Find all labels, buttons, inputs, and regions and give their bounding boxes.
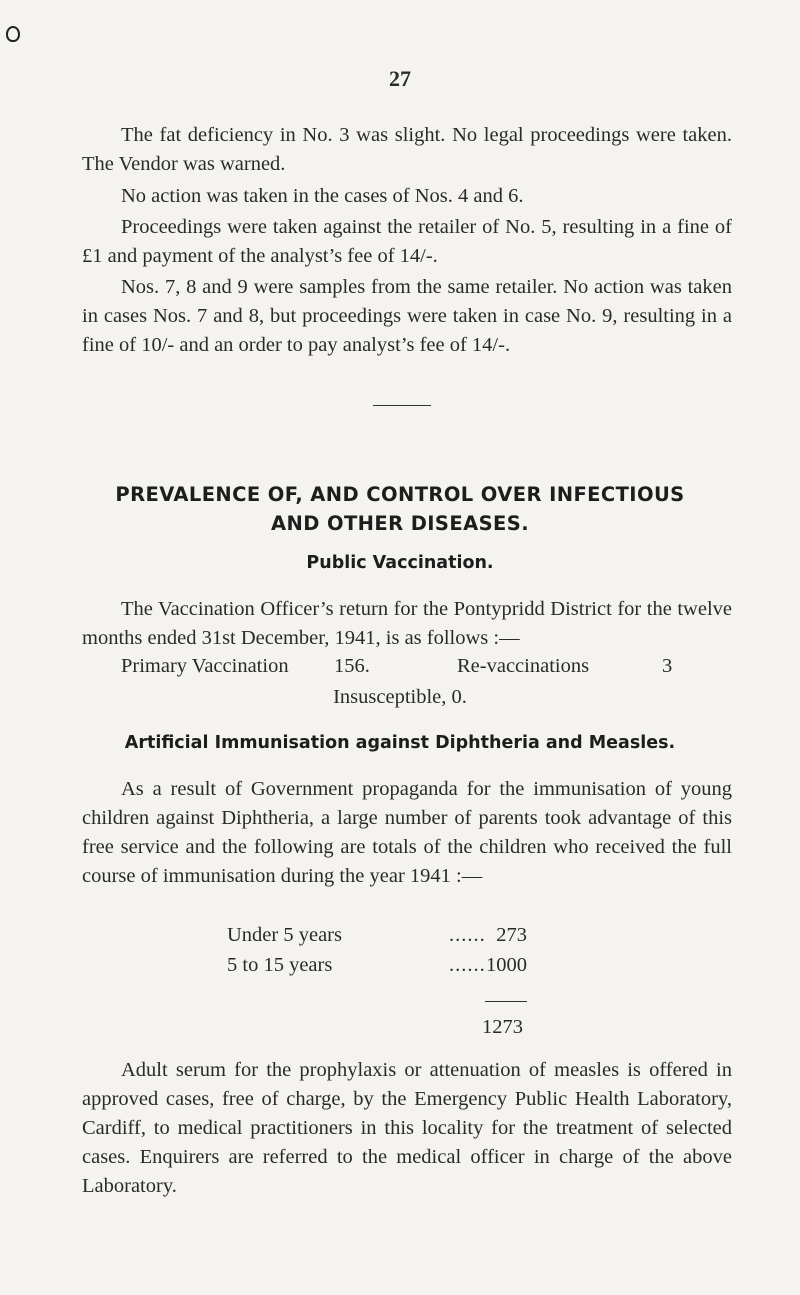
page-number: 27 [389,66,411,91]
row-leader-dots: ...... [449,954,486,976]
paragraph-fat-deficiency: The fat deficiency in No. 3 was slight. No legal proceedings were taken. The Vendor was warned. [82,124,732,175]
main-heading [60,480,740,538]
paragraph-samples: Nos. 7, 8 and 9 were samples from the same retailer. No action was taken in cases Nos. 7 and 8, but proceedings were taken in case No. 9, resulting in a fine of 10/- and an order to pay analyst’s fee of 14/-. [82,276,732,356]
immunisation-heading: Artificial Immunisation against Diphtheria and Measles. [124,733,676,753]
row-leader-dots: ...... [449,924,486,946]
total-rule [485,1001,527,1002]
immunisation-intro: As a result of Government propaganda for the immunisation of young children against Diphtheria, a large number of parents took advantage of this free service and the following are totals of the children who received the full course of immunisation during the year 1941 :— [82,778,732,887]
main-heading-line-2: AND OTHER DISEASES. [270,512,530,535]
vaccination-intro: The Vaccination Officer’s return for the Pontypridd District for the twelve months ended 31st December, 1941, is as follows :— [82,598,732,649]
row-value: 1000 [486,954,527,976]
revaccination-value: 3 [662,655,673,677]
measles-serum-paragraph: Adult serum for the prophylaxis or attenuation of measles is offered in approved cases, free of charge, by the Emergency Public Health Laboratory, Cardiff, to medical practitioners in this locality for the treatment of selected cases. Enquirers are referred to the medical officer in charge of the above Laboratory. [82,1059,732,1197]
binding-hole-mark [6,26,20,42]
immunisation-row [227,924,527,954]
section-divider [373,405,431,406]
paragraph-proceedings: Proceedings were taken against the retailer of No. 5, resulting in a fine of £1 and payment of the analyst’s fee of 14/-. [82,216,732,267]
immunisation-row [227,954,527,984]
row-label: 5 to 15 years [227,954,333,976]
revaccination-label: Re-vaccinations [457,655,590,677]
row-label: Under 5 years [227,924,342,946]
insusceptible-line: Insusceptible, 0. [333,686,467,708]
public-vaccination-heading: Public Vaccination. [306,553,494,573]
row-value: 273 [496,924,527,946]
main-heading-line-1: PREVALENCE OF, AND CONTROL OVER INFECTIOUS [115,483,685,506]
immunisation-total: 1273 [482,1016,523,1038]
primary-vaccination-label: Primary Vaccination [121,655,289,677]
paragraph-no-action: No action was taken in the cases of Nos. 4 and 6. [121,185,524,207]
primary-vaccination-value: 156. [334,655,370,677]
